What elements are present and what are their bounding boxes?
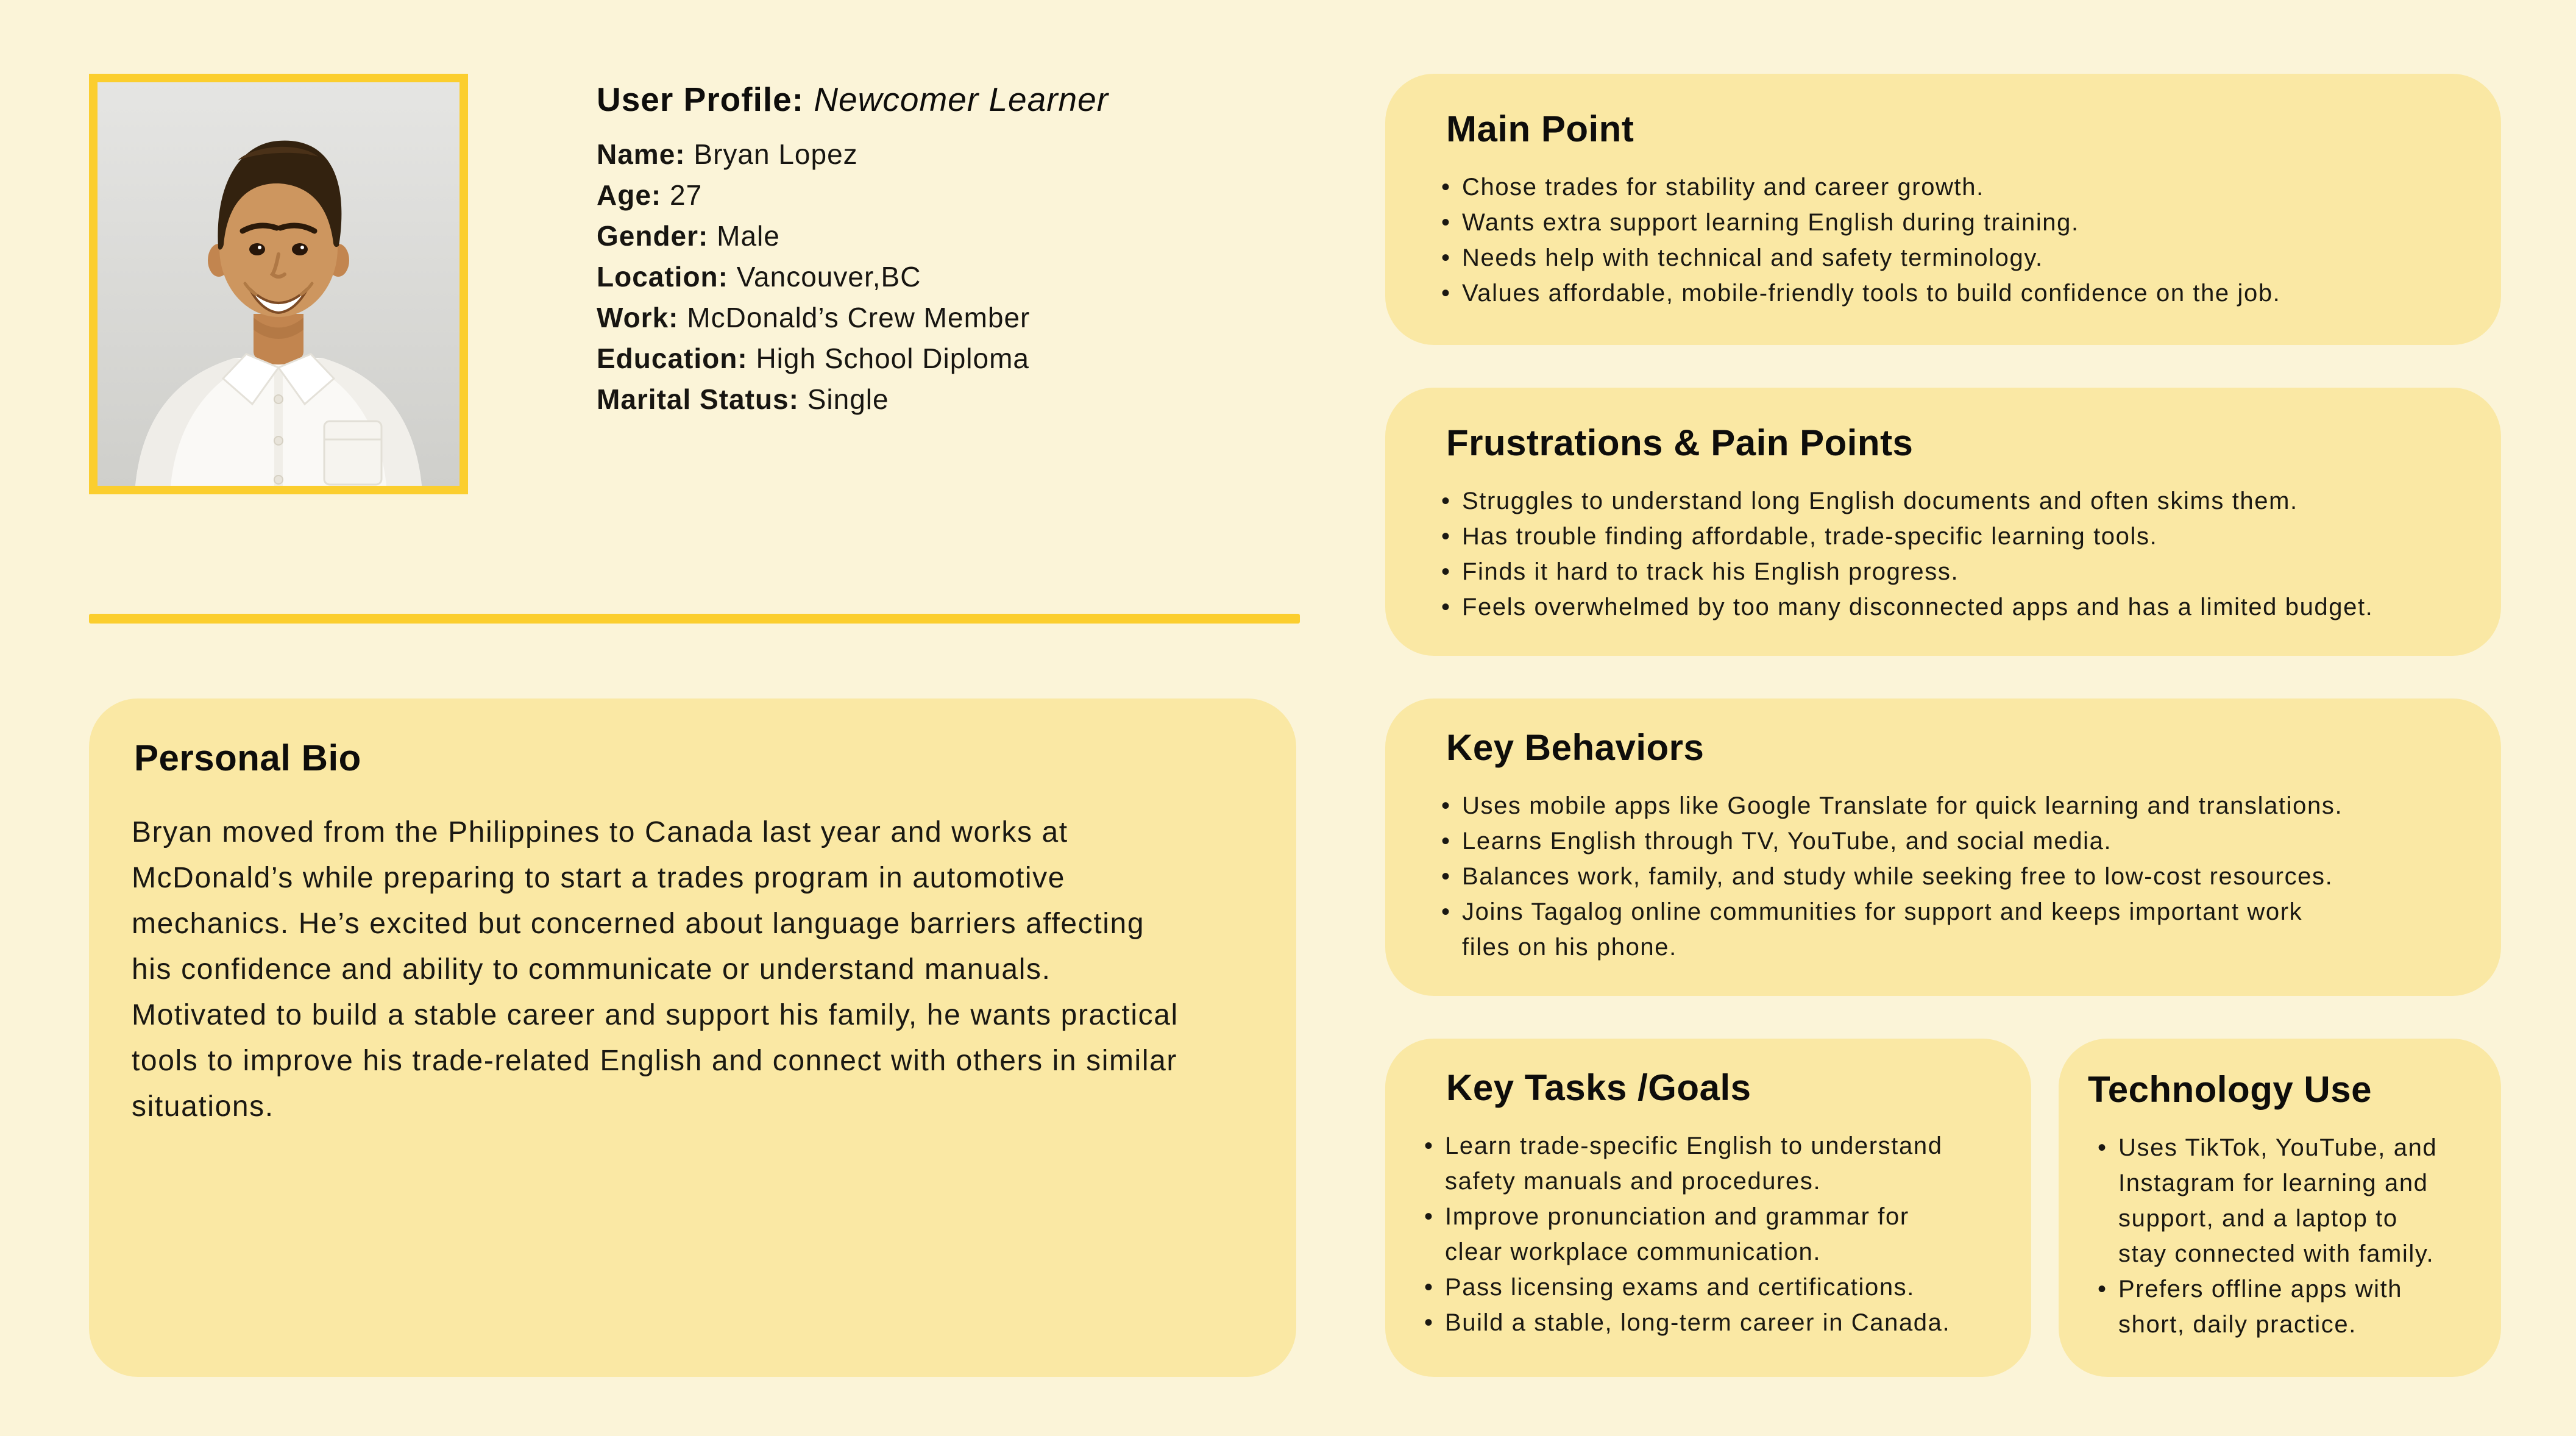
frustrations-list — [1441, 483, 2464, 625]
profile-photo — [89, 74, 468, 494]
frustrations-card — [1385, 388, 2501, 656]
list-item: • Chose trades for stability and career growth. — [1441, 169, 2464, 205]
technology-use-list — [2098, 1130, 2451, 1342]
key-tasks-list — [1424, 1128, 2007, 1340]
card-title-key-behaviors: Key Behaviors — [1446, 727, 1705, 768]
title-label: User Profile: — [597, 80, 804, 118]
list-item: • Finds it hard to track his English progress. — [1441, 554, 2464, 589]
profile-field-gender: Gender: Male — [597, 220, 780, 252]
profile-info — [597, 79, 1383, 420]
list-item: • Learns English through TV, YouTube, and social media. — [1441, 823, 2464, 859]
profile-field-location: Location: Vancouver,BC — [597, 261, 921, 293]
list-item: • Has trouble finding affordable, trade-specific learning tools. — [1441, 519, 2464, 554]
main-point-list — [1441, 169, 2464, 311]
personal-bio-card — [89, 698, 1296, 1377]
list-item: • Needs help with technical and safety terminology. — [1441, 240, 2464, 275]
profile-field-work: Work: McDonald’s Crew Member — [597, 302, 1031, 333]
section-divider — [89, 614, 1300, 624]
list-item: • Uses TikTok, YouTube, and Instagram for learning and support, and a laptop to stay connected with family. — [2098, 1130, 2451, 1271]
list-item: • Pass licensing exams and certifications. — [1424, 1270, 2007, 1305]
main-point-card — [1385, 74, 2501, 345]
key-tasks-card — [1385, 1039, 2031, 1377]
list-item: • Improve pronunciation and grammar for clear workplace communication. — [1424, 1199, 1932, 1270]
card-title-key-tasks: Key Tasks /Goals — [1446, 1067, 1751, 1108]
card-title-frustrations: Frustrations & Pain Points — [1446, 422, 1914, 463]
card-title-technology-use: Technology Use — [2088, 1069, 2372, 1110]
key-behaviors-list — [1441, 788, 2464, 965]
list-item: • Uses mobile apps like Google Translate for quick learning and translations. — [1441, 788, 2464, 823]
list-item: • Feels overwhelmed by too many disconnected apps and has a limited budget. — [1441, 589, 2464, 625]
list-item: • Balances work, family, and study while seeking free to low-cost resources. — [1441, 859, 2464, 894]
list-item: • Prefers offline apps with short, daily practice. — [2098, 1271, 2451, 1342]
list-item: • Struggles to understand long English documents and often skims them. — [1441, 483, 2464, 519]
list-item: • Joins Tagalog online communities for support and keeps important work files on his phone. — [1441, 894, 2315, 965]
profile-field-age: Age: 27 — [597, 179, 703, 211]
portrait-illustration — [98, 82, 459, 486]
card-title-main-point: Main Point — [1446, 108, 1634, 149]
title-persona-type: Newcomer Learner — [814, 80, 1109, 118]
key-behaviors-card — [1385, 698, 2501, 996]
profile-field-name: Name: Bryan Lopez — [597, 138, 858, 170]
page-title — [597, 79, 1383, 119]
profile-field-education: Education: High School Diploma — [597, 343, 1029, 374]
list-item: • Values affordable, mobile-friendly tools to build confidence on the job. — [1441, 275, 2464, 311]
list-item: • Wants extra support learning English during training. — [1441, 205, 2464, 240]
technology-use-card — [2059, 1039, 2501, 1377]
bio-text: Bryan moved from the Philippines to Canada last year and works at McDonald’s while preparing to start a trades program in automotive mechanics. He’s excited but concerned about language barriers affecting his confidence and ability to communicate or understand manuals. Motivated to build a stable career and support his family, he wants practical tools to improve his trade-related English and connect with others in similar situations. — [132, 816, 1179, 1123]
list-item: • Learn trade-specific English to understand safety manuals and procedures. — [1424, 1128, 1993, 1199]
list-item: • Build a stable, long-term career in Canada. — [1424, 1305, 2007, 1340]
profile-field-marital-status: Marital Status: Single — [597, 383, 889, 415]
card-title-personal-bio: Personal Bio — [134, 738, 361, 778]
